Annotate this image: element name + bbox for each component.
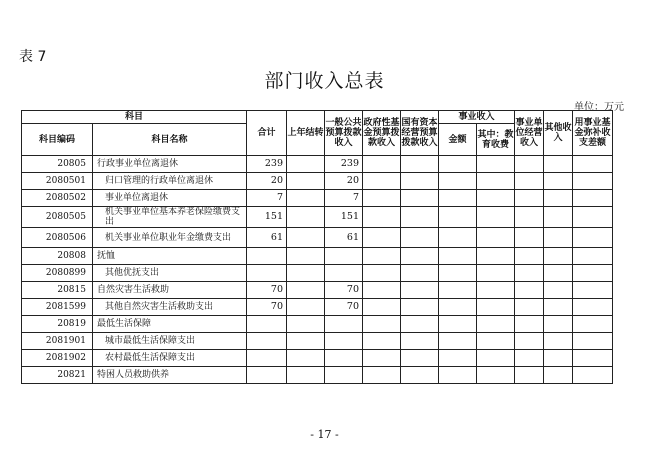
- cell-fund-balance: [573, 316, 613, 333]
- cell-other-income: [544, 282, 573, 299]
- header-gov-fund: 政府性基金预算拨款收入: [363, 111, 401, 156]
- cell-total: 239: [247, 156, 287, 173]
- cell-unit-operating: [515, 173, 544, 190]
- header-subject-name: 科目名称: [93, 124, 247, 156]
- table-row: [22, 367, 613, 384]
- cell-career-edu: [477, 299, 515, 316]
- cell-other-income: [544, 190, 573, 207]
- cell-unit-operating: [515, 316, 544, 333]
- cell-gov-fund: [363, 228, 401, 248]
- cell-total: [247, 265, 287, 282]
- cell-carryover: [287, 265, 325, 282]
- cell-general-budget: [325, 316, 363, 333]
- cell-fund-balance: [573, 367, 613, 384]
- cell-other-income: [544, 207, 573, 228]
- cell-subject-name: 事业单位离退休: [93, 190, 247, 207]
- table-row: [22, 156, 613, 173]
- cell-career-edu: [477, 228, 515, 248]
- header-fund-balance: 用事业基金弥补收支差额: [573, 111, 613, 156]
- cell-general-budget: [325, 333, 363, 350]
- cell-career-edu: [477, 333, 515, 350]
- cell-state-capital: [401, 316, 439, 333]
- cell-career-edu: [477, 248, 515, 265]
- cell-carryover: [287, 350, 325, 367]
- table-row: [22, 316, 613, 333]
- table-row: [22, 282, 613, 299]
- cell-gov-fund: [363, 282, 401, 299]
- cell-carryover: [287, 248, 325, 265]
- cell-gov-fund: [363, 316, 401, 333]
- table-body: [22, 156, 613, 384]
- cell-carryover: [287, 207, 325, 228]
- page-number: - 17 -: [310, 428, 339, 441]
- table-label: 表 7: [19, 49, 47, 65]
- cell-gov-fund: [363, 248, 401, 265]
- page-title: 部门收入总表: [264, 70, 385, 92]
- cell-subject-name: 其他自然灾害生活救助支出: [93, 299, 247, 316]
- header-career-edu: 其中：教育收费: [477, 124, 515, 156]
- cell-state-capital: [401, 350, 439, 367]
- table-row: [22, 265, 613, 282]
- cell-other-income: [544, 248, 573, 265]
- header-other-income: 其他收入: [544, 111, 573, 156]
- cell-subject-code: 2080502: [22, 190, 93, 207]
- cell-subject-code: 2081599: [22, 299, 93, 316]
- cell-unit-operating: [515, 190, 544, 207]
- cell-general-budget: [325, 248, 363, 265]
- cell-career-amount: [439, 207, 477, 228]
- cell-subject-name: 机关事业单位职业年金缴费支出: [93, 228, 247, 248]
- cell-carryover: [287, 299, 325, 316]
- cell-career-edu: [477, 207, 515, 228]
- cell-career-amount: [439, 316, 477, 333]
- cell-subject-name: 归口管理的行政单位离退休: [93, 173, 247, 190]
- cell-state-capital: [401, 265, 439, 282]
- cell-gov-fund: [363, 299, 401, 316]
- cell-total: 7: [247, 190, 287, 207]
- cell-unit-operating: [515, 156, 544, 173]
- cell-subject-code: 2081901: [22, 333, 93, 350]
- cell-state-capital: [401, 173, 439, 190]
- cell-career-edu: [477, 190, 515, 207]
- cell-carryover: [287, 333, 325, 350]
- header-state-capital: 国有资本经营预算拨款收入: [401, 111, 439, 156]
- unit-label: 单位：万元: [574, 102, 624, 113]
- table-row: [22, 228, 613, 248]
- cell-unit-operating: [515, 207, 544, 228]
- cell-gov-fund: [363, 190, 401, 207]
- cell-subject-code: 2080506: [22, 228, 93, 248]
- cell-subject-code: 2080501: [22, 173, 93, 190]
- cell-subject-code: 20819: [22, 316, 93, 333]
- cell-subject-name: 自然灾害生活救助: [93, 282, 247, 299]
- cell-other-income: [544, 367, 573, 384]
- cell-career-amount: [439, 282, 477, 299]
- cell-other-income: [544, 350, 573, 367]
- cell-general-budget: 151: [325, 207, 363, 228]
- cell-career-edu: [477, 350, 515, 367]
- cell-general-budget: [325, 367, 363, 384]
- cell-total: 70: [247, 299, 287, 316]
- cell-state-capital: [401, 228, 439, 248]
- cell-general-budget: 61: [325, 228, 363, 248]
- table-row: [22, 248, 613, 265]
- cell-other-income: [544, 228, 573, 248]
- cell-state-capital: [401, 282, 439, 299]
- cell-gov-fund: [363, 173, 401, 190]
- cell-subject-name: 机关事业单位基本养老保险缴费支出: [93, 207, 247, 228]
- cell-career-amount: [439, 265, 477, 282]
- cell-total: [247, 367, 287, 384]
- cell-career-edu: [477, 173, 515, 190]
- cell-carryover: [287, 156, 325, 173]
- cell-total: 70: [247, 282, 287, 299]
- cell-unit-operating: [515, 282, 544, 299]
- cell-subject-code: 2080505: [22, 207, 93, 228]
- cell-career-amount: [439, 350, 477, 367]
- cell-career-amount: [439, 299, 477, 316]
- cell-career-amount: [439, 156, 477, 173]
- cell-unit-operating: [515, 350, 544, 367]
- cell-subject-code: 20805: [22, 156, 93, 173]
- header-carryover: 上年结转: [287, 111, 325, 156]
- cell-other-income: [544, 173, 573, 190]
- cell-fund-balance: [573, 299, 613, 316]
- cell-general-budget: 20: [325, 173, 363, 190]
- cell-gov-fund: [363, 333, 401, 350]
- cell-subject-name: 农村最低生活保障支出: [93, 350, 247, 367]
- cell-state-capital: [401, 190, 439, 207]
- cell-state-capital: [401, 299, 439, 316]
- cell-fund-balance: [573, 282, 613, 299]
- cell-unit-operating: [515, 367, 544, 384]
- cell-fund-balance: [573, 207, 613, 228]
- cell-career-edu: [477, 316, 515, 333]
- cell-gov-fund: [363, 265, 401, 282]
- cell-career-edu: [477, 156, 515, 173]
- cell-subject-code: 20821: [22, 367, 93, 384]
- cell-state-capital: [401, 207, 439, 228]
- cell-subject-name: 特困人员救助供养: [93, 367, 247, 384]
- table-row: [22, 350, 613, 367]
- cell-fund-balance: [573, 350, 613, 367]
- cell-subject-code: 2080899: [22, 265, 93, 282]
- header-subject-group: 科目: [22, 111, 247, 124]
- cell-subject-name: 行政事业单位离退休: [93, 156, 247, 173]
- cell-career-amount: [439, 248, 477, 265]
- cell-subject-name: 城市最低生活保障支出: [93, 333, 247, 350]
- cell-fund-balance: [573, 156, 613, 173]
- cell-subject-name: 抚恤: [93, 248, 247, 265]
- cell-total: [247, 350, 287, 367]
- cell-other-income: [544, 156, 573, 173]
- header-subject-code: 科目编码: [22, 124, 93, 156]
- cell-subject-name: 最低生活保障: [93, 316, 247, 333]
- header-career-income-group: 事业收入: [439, 111, 515, 124]
- cell-fund-balance: [573, 228, 613, 248]
- cell-general-budget: [325, 265, 363, 282]
- cell-general-budget: 70: [325, 299, 363, 316]
- cell-total: [247, 248, 287, 265]
- cell-total: 61: [247, 228, 287, 248]
- cell-carryover: [287, 173, 325, 190]
- header-unit-operating: 事业单位经营收入: [515, 111, 544, 156]
- cell-other-income: [544, 316, 573, 333]
- cell-fund-balance: [573, 333, 613, 350]
- cell-carryover: [287, 316, 325, 333]
- cell-career-amount: [439, 228, 477, 248]
- cell-gov-fund: [363, 156, 401, 173]
- cell-general-budget: 239: [325, 156, 363, 173]
- cell-subject-code: 20815: [22, 282, 93, 299]
- cell-other-income: [544, 265, 573, 282]
- cell-general-budget: 70: [325, 282, 363, 299]
- cell-carryover: [287, 282, 325, 299]
- cell-unit-operating: [515, 299, 544, 316]
- cell-state-capital: [401, 156, 439, 173]
- cell-other-income: [544, 299, 573, 316]
- cell-state-capital: [401, 248, 439, 265]
- cell-gov-fund: [363, 367, 401, 384]
- table-row: [22, 173, 613, 190]
- cell-subject-code: 2081902: [22, 350, 93, 367]
- cell-other-income: [544, 333, 573, 350]
- cell-carryover: [287, 367, 325, 384]
- income-table: [21, 110, 613, 384]
- header-general-budget: 一般公共预算拨款收入: [325, 111, 363, 156]
- cell-total: [247, 316, 287, 333]
- table-row: [22, 207, 613, 228]
- cell-general-budget: 7: [325, 190, 363, 207]
- cell-state-capital: [401, 333, 439, 350]
- cell-unit-operating: [515, 265, 544, 282]
- table-row: [22, 299, 613, 316]
- cell-subject-code: 20808: [22, 248, 93, 265]
- cell-unit-operating: [515, 228, 544, 248]
- cell-total: 151: [247, 207, 287, 228]
- header-total: 合计: [247, 111, 287, 156]
- cell-state-capital: [401, 367, 439, 384]
- cell-fund-balance: [573, 190, 613, 207]
- cell-fund-balance: [573, 248, 613, 265]
- cell-fund-balance: [573, 265, 613, 282]
- cell-career-amount: [439, 367, 477, 384]
- cell-subject-name: 其他优抚支出: [93, 265, 247, 282]
- cell-general-budget: [325, 350, 363, 367]
- cell-gov-fund: [363, 207, 401, 228]
- cell-total: [247, 333, 287, 350]
- table-row: [22, 190, 613, 207]
- cell-unit-operating: [515, 248, 544, 265]
- cell-fund-balance: [573, 173, 613, 190]
- cell-career-edu: [477, 367, 515, 384]
- cell-career-edu: [477, 282, 515, 299]
- cell-carryover: [287, 228, 325, 248]
- cell-career-amount: [439, 173, 477, 190]
- cell-total: 20: [247, 173, 287, 190]
- cell-career-amount: [439, 190, 477, 207]
- cell-unit-operating: [515, 333, 544, 350]
- cell-gov-fund: [363, 350, 401, 367]
- cell-career-amount: [439, 333, 477, 350]
- cell-career-edu: [477, 265, 515, 282]
- header-career-amount: 金额: [439, 124, 477, 156]
- table-row: [22, 333, 613, 350]
- cell-carryover: [287, 190, 325, 207]
